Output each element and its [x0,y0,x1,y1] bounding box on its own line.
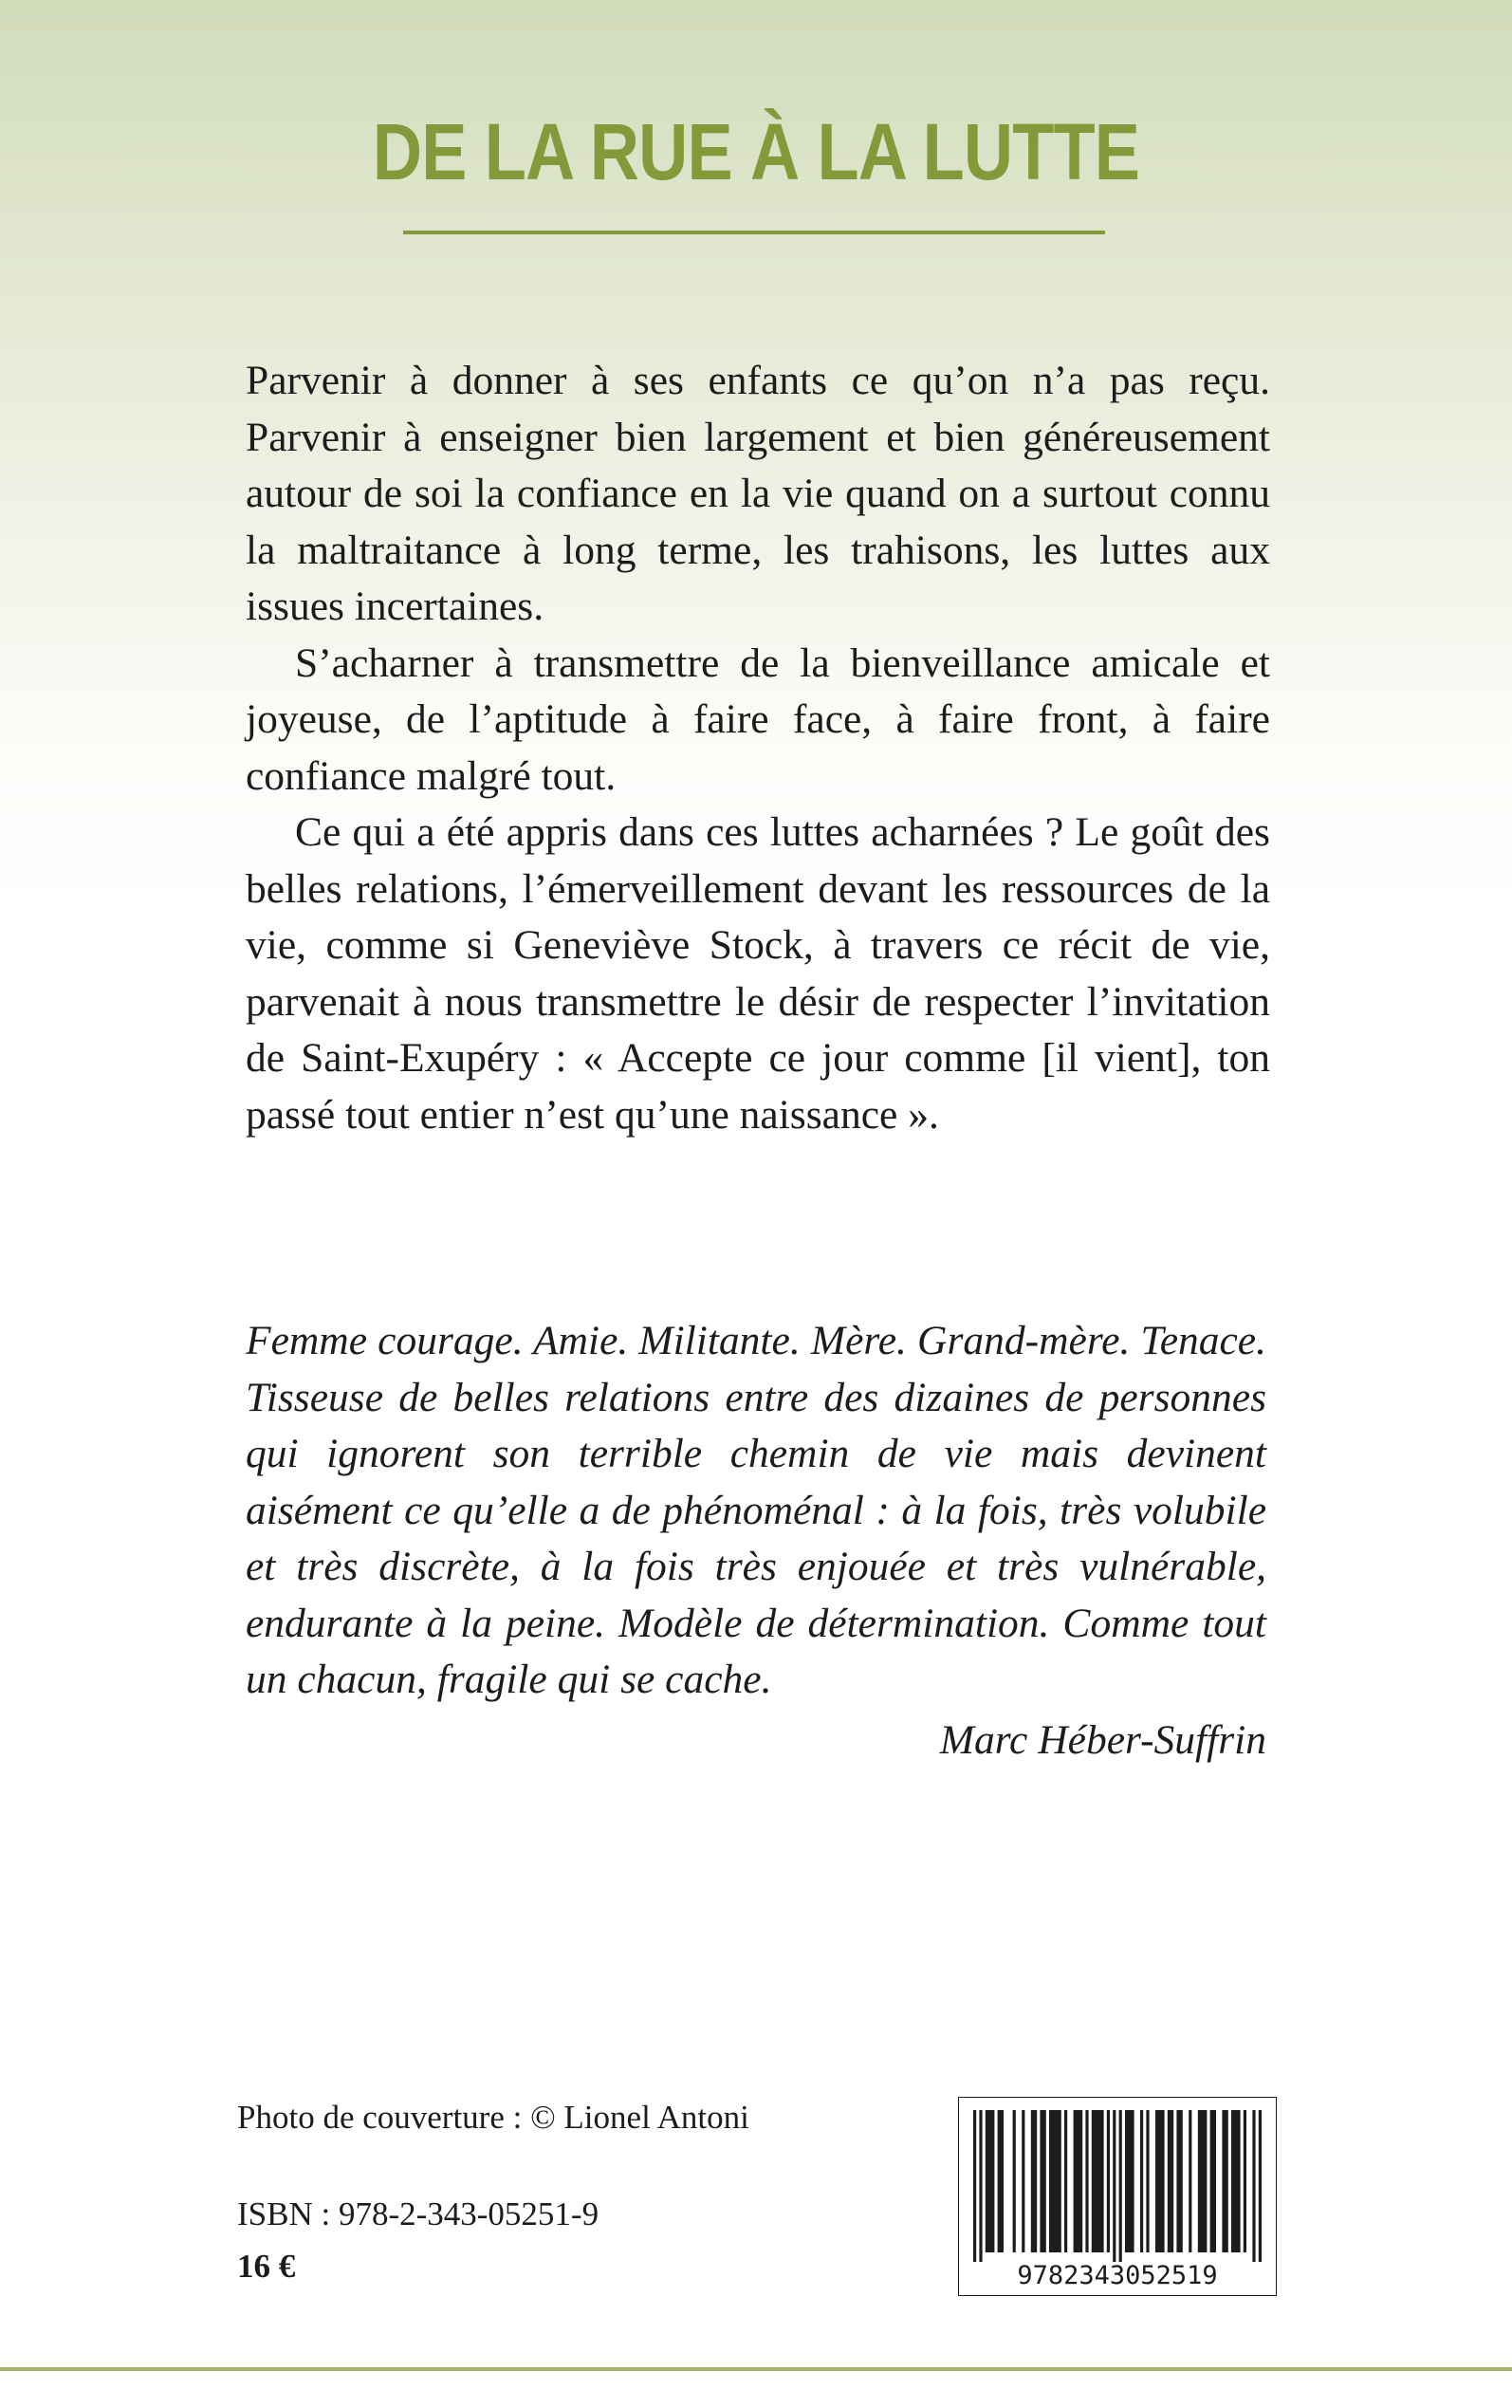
barcode-bar [1244,2110,1246,2252]
blurb-paragraph-3: Ce qui a été appris dans ces luttes acharnées ? Le goût des belles relations, l’émerveillement devant les ressources de la vie, comme si Geneviève Stock, à travers ce récit de vie, parvenait à nous transmettre le désir de respecter l’invitation de Saint-Exupéry : « Accepte ce jour comme [il vient], ton passé tout entier n’est qu’une naissance ». [246,809,1270,1138]
barcode-bar [1259,2110,1262,2262]
barcode-bar [1119,2110,1122,2262]
price-text: 16 € [237,2248,296,2285]
isbn-text: ISBN : 978-2-343-05251-9 [237,2195,599,2232]
barcode-bar [1085,2110,1088,2252]
barcode-bar [1049,2110,1061,2252]
barcode-bar [1231,2110,1241,2252]
barcode-bar [973,2110,976,2262]
barcode-bar [1064,2110,1067,2252]
book-title: DE LA RUE À LA LUTTE [372,107,1140,196]
barcode-bar [979,2110,982,2262]
photo-credit: Photo de couverture : © Lionel Antoni [237,2099,749,2136]
barcode-bar [1092,2110,1104,2252]
barcode-bar [1107,2110,1110,2252]
barcode-bar [1113,2110,1116,2262]
barcode-bar [1168,2110,1173,2252]
barcode-bar [1031,2110,1037,2252]
bottom-rule [0,2367,1512,2371]
barcode-bar [998,2110,1004,2252]
barcode-bar [1252,2110,1255,2262]
blurb-text [246,353,1270,1143]
barcode-graphic [958,2097,1277,2296]
barcode-bar [1074,2110,1083,2252]
barcode-bar [1040,2110,1045,2252]
barcode-bar [1222,2110,1227,2252]
isbn-barcode [958,2097,1277,2296]
barcode-bar [1176,2110,1182,2252]
barcode-bar [1189,2110,1191,2252]
barcode-bar [1210,2110,1216,2252]
barcode-bar [986,2110,995,2252]
blurb-paragraph-1: Parvenir à donner à ses enfants ce qu’on n’a pas reçu. Parvenir à enseigner bien largement et bien généreusement autour de soi la confiance en la vie quand on a surtout connu la maltraitance à long terme, les trahisons, les luttes aux issues incertaines. [246,358,1270,629]
barcode-bar [1155,2110,1165,2252]
barcode-bar [1125,2110,1134,2252]
barcode-bar [1140,2110,1143,2252]
barcode-bar [1146,2110,1149,2252]
blurb-paragraph-2: S’acharner à transmettre de la bienveillance amicale et joyeuse, de l’aptitude à faire face, à faire front, à faire confiance malgré tout. [246,639,1270,799]
barcode-number: 9782343052519 [1017,2261,1218,2290]
barcode-bar [1198,2110,1208,2252]
barcode-bar [1013,2110,1016,2252]
testimonial-quote: Femme courage. Amie. Militante. Mère. Grand-mère. Tenace. Tisseuse de belles relations entre des dizaines de personnes qui ignorent son terrible chemin de vie mais devinent aisément ce qu’elle a de phénoménal : à la fois, très volubile et très discrète, à la fois très enjouée et très vulnérable, endurante à la peine. Modèle de détermination. Comme tout un chacun, fragile qui se cache. [246,1318,1266,1702]
title-underline [403,231,1105,234]
barcode-bar [1022,2110,1024,2252]
testimonial-author: Marc Héber-Suffrin [939,1717,1266,1763]
